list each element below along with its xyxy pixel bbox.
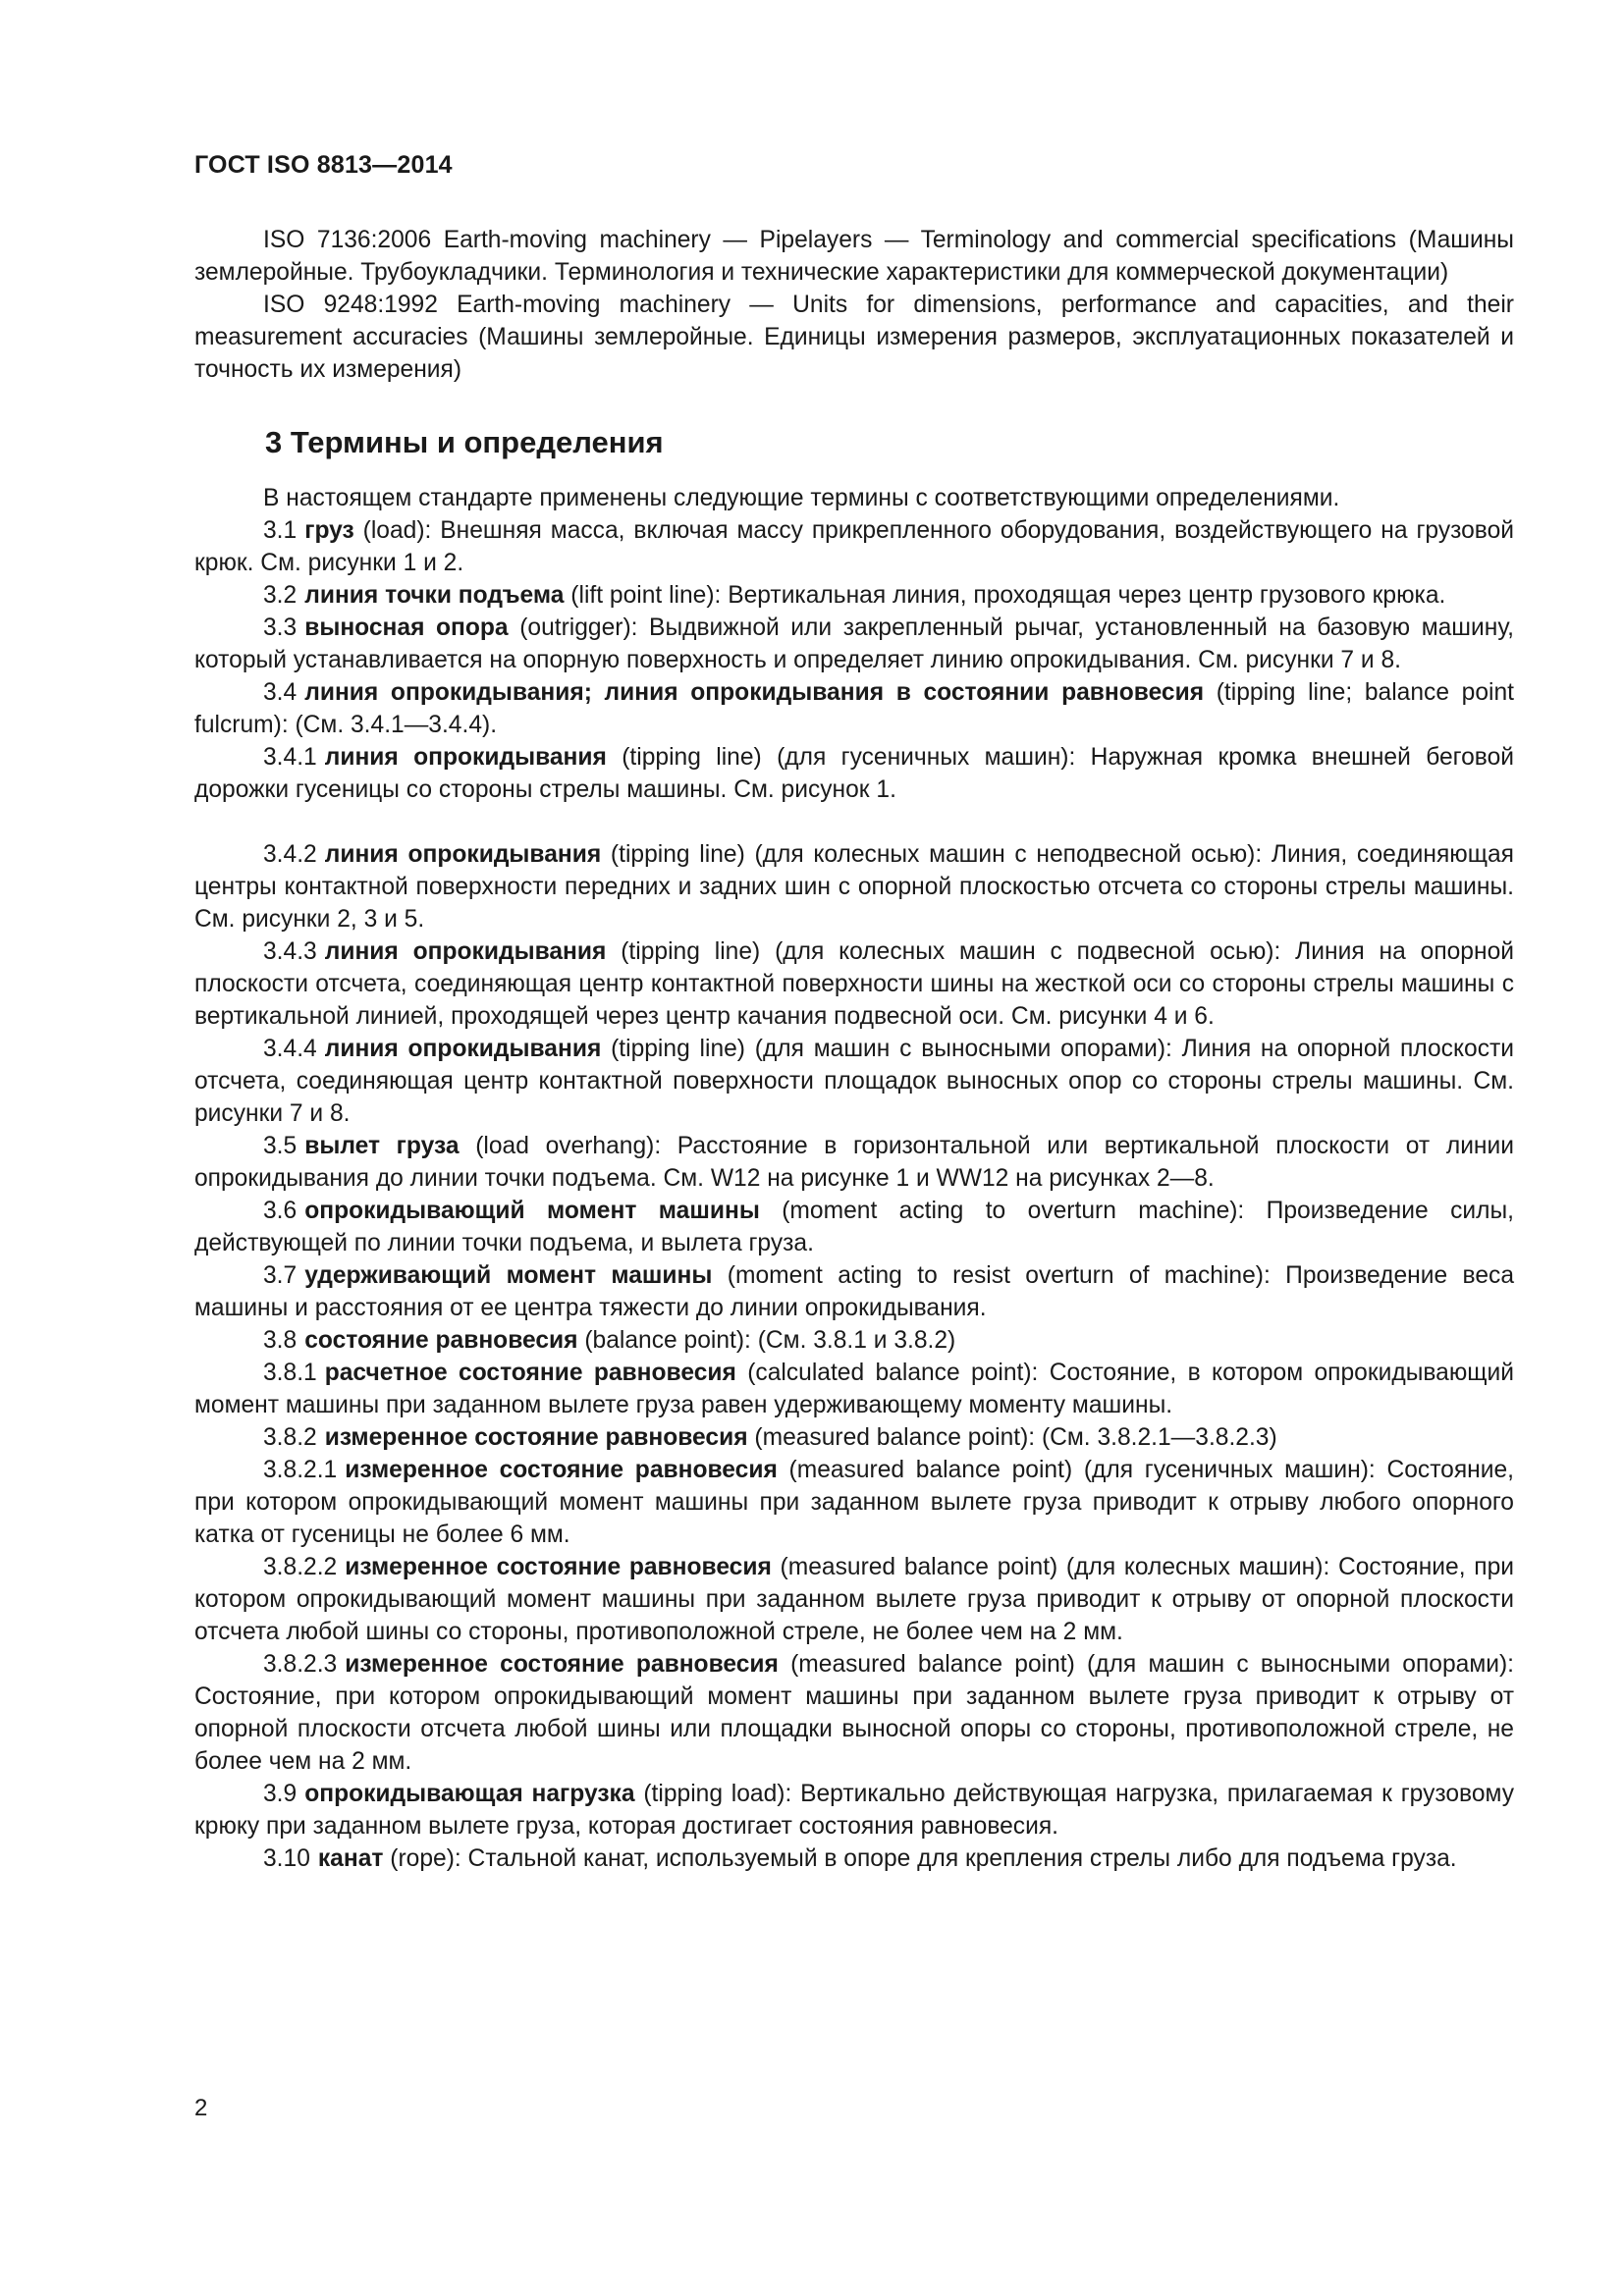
term-name: опрокидывающая нагрузка	[304, 1781, 635, 1807]
term-name: измеренное состояние равновесия	[345, 1554, 772, 1580]
term-name: состояние равновесия	[304, 1327, 578, 1354]
term-number: 3.8.1	[263, 1360, 317, 1386]
reference-item	[194, 289, 1514, 386]
term-definition	[194, 741, 1514, 806]
term-definition	[194, 1778, 1514, 1842]
term-definition	[194, 1195, 1514, 1259]
term-name: измеренное состояние равновесия	[324, 1424, 748, 1451]
term-definition	[194, 1454, 1514, 1551]
term-text: (moment acting to overturn machine): Произведение силы, действующей по линии точки подъема, и вылета груза.	[194, 1198, 1514, 1256]
page-number: 2	[194, 2095, 208, 2121]
term-name: опрокидывающий момент машины	[304, 1198, 760, 1224]
term-number: 3.8.2	[263, 1424, 317, 1451]
term-name: измеренное состояние равновесия	[345, 1457, 778, 1483]
term-number: 3.4.1	[263, 744, 317, 771]
term-text: (measured balance point): (См. 3.8.2.1—3.8.2.3)	[747, 1424, 1277, 1451]
term-name: измеренное состояние равновесия	[345, 1651, 779, 1678]
term-definition	[194, 1324, 1514, 1357]
term-text: (tipping line) (для колесных машин с неподвесной осью): Линия, соединяющая центры контактной поверхности передних и задних шин с опорной плоскостью отсчета со стороны стрелы машины. См. рисунки 2, 3 и 5.	[194, 841, 1514, 933]
term-definition	[194, 514, 1514, 579]
term-text: (measured balance point) (для колесных машин): Состояние, при котором опрокидывающий момент машины при заданном вылете груза приводит к отрыву от опорной плоскости отсчета любой шины со стороны, противоположной стреле, не более чем на 2 мм.	[194, 1554, 1514, 1645]
term-number: 3.8.2.2	[263, 1554, 338, 1580]
term-definition	[194, 935, 1514, 1033]
term-definition	[194, 676, 1514, 741]
term-definition	[194, 612, 1514, 676]
term-number: 3.2	[263, 582, 298, 609]
term-text: (rope): Стальной канат, используемый в опоре для крепления стрелы либо для подъема груза.	[383, 1845, 1457, 1872]
term-text: (load overhang): Расстояние в горизонтальной или вертикальной плоскости от линии опрокидывания до линии точки подъема. См. W12 на рисунке 1 и WW12 на рисунках 2—8.	[194, 1133, 1514, 1192]
term-text: (moment acting to resist overturn of machine): Произведение веса машины и расстояния от ее центра тяжести до линии опрокидывания.	[194, 1262, 1514, 1321]
reference-text: Earth-moving machinery — Pipelayers — Terminology and commercial specifications (Машины землеройные. Трубоукладчики. Терминология и технические характеристики для коммерческой документации)	[194, 227, 1514, 286]
term-text: (tipping line; balance point fulcrum): (См. 3.4.1—3.4.4).	[194, 679, 1515, 738]
term-number: 3.7	[263, 1262, 298, 1289]
reference-code: ISO 7136:2006	[263, 227, 432, 253]
term-number: 3.4.3	[263, 938, 317, 965]
term-definition	[194, 1842, 1514, 1875]
term-number: 3.6	[263, 1198, 298, 1224]
term-number: 3.8	[263, 1327, 298, 1354]
term-number: 3.4.2	[263, 841, 317, 868]
reference-code: ISO 9248:1992	[263, 292, 438, 318]
term-definition	[194, 1033, 1514, 1130]
term-text: (calculated balance point): Состояние, в котором опрокидывающий момент машины при заданном вылете груза равен удерживающему моменту машины.	[194, 1360, 1514, 1418]
term-number: 3.1	[263, 517, 298, 544]
term-text: (outrigger): Выдвижной или закрепленный рычаг, установленный на базовую машину, который устанавливается на опорную поверхность и определяет линию опрокидывания. См. рисунки 7 и 8.	[194, 614, 1514, 673]
term-text: (tipping line) (для гусеничных машин): Наружная кромка внешней беговой дорожки гусеницы со стороны стрелы машины. См. рисунок 1.	[194, 744, 1514, 803]
term-number: 3.9	[263, 1781, 298, 1807]
term-number: 3.8.2.3	[263, 1651, 338, 1678]
term-name: линия опрокидывания	[324, 938, 607, 965]
term-definition	[194, 1551, 1514, 1648]
term-name: линия точки подъема	[304, 582, 565, 609]
reference-text: Earth-moving machinery — Units for dimensions, performance and capacities, and their measurement accuracies (Машины землеройные. Единицы измерения размеров, эксплуатационных показателей и точность их измерения)	[194, 292, 1514, 383]
term-definition	[194, 1130, 1514, 1195]
term-number: 3.4.4	[263, 1036, 317, 1062]
section-heading: 3 Термины и определения	[265, 425, 664, 459]
term-text: (tipping load): Вертикально действующая нагрузка, прилагаемая к грузовому крюку при заданном вылете груза, которая достигает состояния равновесия.	[194, 1781, 1514, 1840]
term-text: (load): Внешняя масса, включая массу прикрепленного оборудования, воздействующего на грузовой крюк. См. рисунки 1 и 2.	[194, 517, 1514, 576]
term-name: удерживающий момент машины	[304, 1262, 713, 1289]
term-name: линия опрокидывания	[324, 744, 607, 771]
term-name: расчетное состояние равновесия	[324, 1360, 736, 1386]
term-number: 3.5	[263, 1133, 298, 1159]
term-name: груз	[304, 517, 354, 544]
term-name: выносная опора	[304, 614, 509, 641]
term-definition	[194, 1259, 1514, 1324]
term-definition	[194, 838, 1514, 935]
term-text: (tipping line) (для машин с выносными опорами): Линия на опорной плоскости отсчета, соединяющая центр контактной поверхности площадок выносных опор со стороны стрелы машины. См. рисунки 7 и 8.	[194, 1036, 1514, 1127]
term-number: 3.10	[263, 1845, 310, 1872]
term-name: линия опрокидывания; линия опрокидывания в состоянии равновесия	[304, 679, 1205, 706]
term-definition	[194, 1357, 1514, 1421]
document-body	[194, 224, 1514, 1875]
term-name: линия опрокидывания	[324, 841, 602, 868]
term-text: (measured balance point) (для гусеничных машин): Состояние, при котором опрокидывающий момент машины при заданном вылете груза приводит к отрыву любого опорного катка от гусеницы не более 6 мм.	[194, 1457, 1515, 1548]
term-name: канат	[317, 1845, 384, 1872]
document-header: ГОСТ ISO 8813—2014	[194, 151, 453, 179]
reference-item	[194, 224, 1514, 289]
section-intro: В настоящем стандарте применены следующие термины с соответствующими определениями.	[263, 485, 1340, 511]
term-name: линия опрокидывания	[324, 1036, 602, 1062]
term-text: (lift point line): Вертикальная линия, проходящая через центр грузового крюка.	[564, 582, 1446, 609]
term-text: (balance point): (См. 3.8.1 и 3.8.2)	[577, 1327, 956, 1354]
term-definition	[194, 579, 1514, 612]
term-text: (tipping line) (для колесных машин с подвесной осью): Линия на опорной плоскости отсчета, соединяющая центр контактной поверхности шины на жесткой оси со стороны стрелы машины с вертикальной линией, проходящей через центр качания подвесной оси. См. рисунки 4 и 6.	[194, 938, 1514, 1030]
term-definition	[194, 1648, 1514, 1778]
term-name: вылет груза	[304, 1133, 460, 1159]
term-number: 3.3	[263, 614, 298, 641]
term-number: 3.4	[263, 679, 298, 706]
term-number: 3.8.2.1	[263, 1457, 338, 1483]
term-definition	[194, 1421, 1514, 1454]
term-text: (measured balance point) (для машин с выносными опорами): Состояние, при котором опрокидывающий момент машины при заданном вылете груза приводит к отрыву от опорной плоскости отсчета любой шины или площадки выносной опоры со стороны, противоположной стреле, не более чем на 2 мм.	[194, 1651, 1514, 1775]
